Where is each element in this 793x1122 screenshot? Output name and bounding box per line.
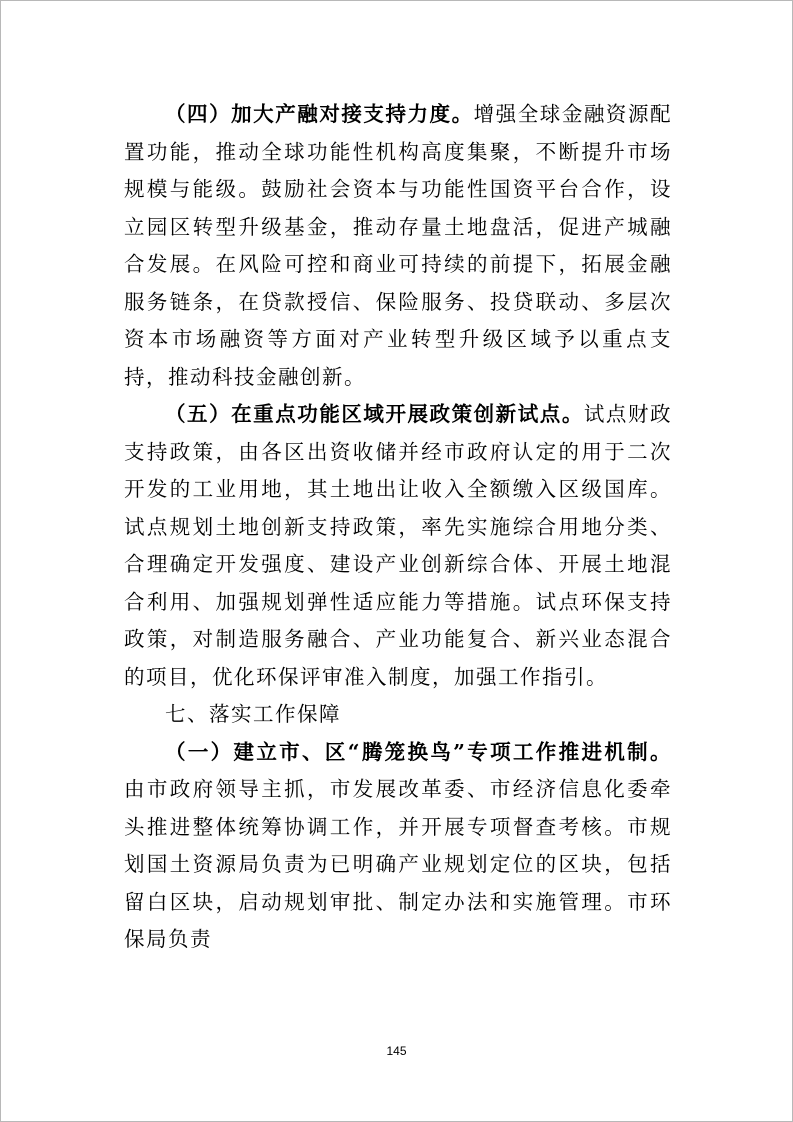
paragraph-section7-1-text: 由市政府领导主抓，市发展改革委、市经济信息化委牵头推进整体统筹协调工作，并开展专项督查考核。市规划国土资源局负责为已明确产业规划定位的区块，包括留白区块，启动规划审批、制定办法和实施管理。市环保局负责 <box>124 777 672 951</box>
paragraph-4 <box>124 96 672 396</box>
paragraph-5-lead: （五）在重点功能区域开展政策创新试点。 <box>165 402 584 426</box>
paragraph-4-text: 增强全球金融资源配置功能，推动全球功能性机构高度集聚，不断提升市场规模与能级。鼓励社会资本与功能性国资平台合作，设立园区转型升级基金，推动存量土地盘活，促进产城融合发展。在风险可控和商业可持续的前提下，拓展金融服务链条，在贷款授信、保险服务、投贷联动、多层次资本市场融资等方面对产业转型升级区域予以重点支持，推动科技金融创新。 <box>124 102 673 389</box>
paragraph-4-lead: （四）加大产融对接支持力度。 <box>165 102 474 126</box>
page-number: 145 <box>386 1044 407 1058</box>
paragraph-section7-1-lead: （一）建立市、区“腾笼换鸟”专项工作推进机制。 <box>165 739 672 764</box>
paragraph-5 <box>124 396 672 696</box>
paragraph-5-text: 试点财政支持政策，由各区出资收储并经市政府认定的用于二次开发的工业用地，其土地出让收入全额缴入区级国库。试点规划土地创新支持政策，率先实施综合用地分类、合理确定开发强度、建设产业创新综合体、开展土地混合利用、加强规划弹性适应能力等措施。试点环保支持政策，对制造服务融合、产业功能复合、新兴业态混合的项目，优化环保评审准入制度，加强工作指引。 <box>124 402 673 689</box>
paragraph-section7-1 <box>124 734 672 959</box>
section-heading: 七、落实工作保障 <box>165 702 341 726</box>
document-body <box>124 96 672 959</box>
